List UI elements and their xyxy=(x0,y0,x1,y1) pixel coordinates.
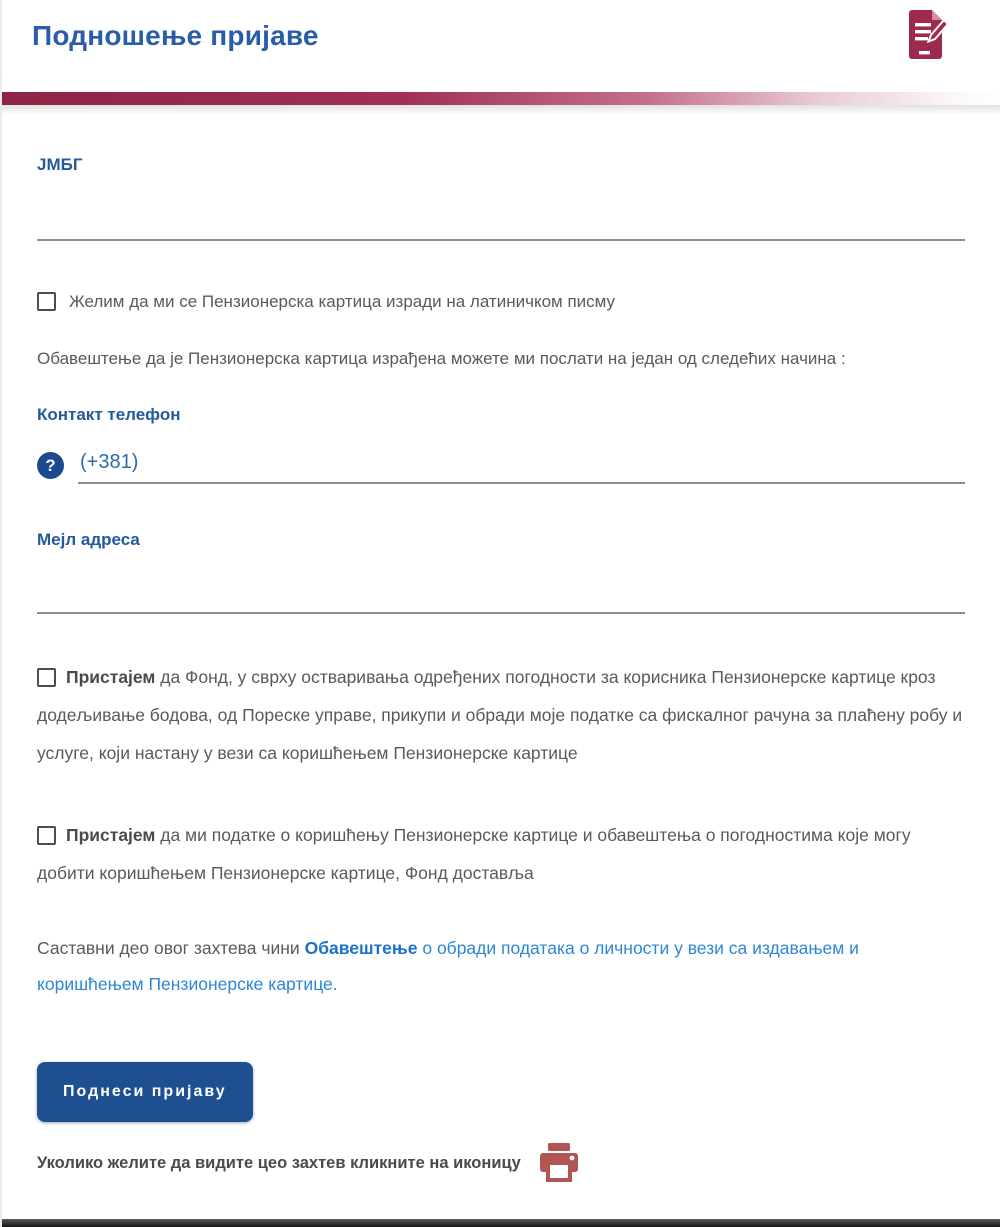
contact-phone-input[interactable] xyxy=(78,451,965,484)
consent-fiscal-checkbox[interactable] xyxy=(37,668,56,687)
consent-usage-row xyxy=(37,816,965,892)
header-divider-bar xyxy=(2,92,1000,105)
consent-usage-checkbox[interactable] xyxy=(37,826,56,845)
print-hint-row xyxy=(37,1142,965,1184)
header-divider-shadow xyxy=(2,105,1000,113)
consent-fiscal-text: да Фонд, у сврху остваривања одређених погодности за корисника Пензионерске картице кроз додељивање бодова, од Пореске управе, прикупи и обради моје податке са фискалног рачуна за плаћену робу и услуге, који настану у вези са коришћењем Пензионерске картице xyxy=(37,667,963,763)
latin-script-checkbox[interactable] xyxy=(37,292,56,311)
jmbg-input[interactable] xyxy=(37,183,965,241)
email-input[interactable] xyxy=(37,556,965,614)
contact-phone-row xyxy=(37,451,965,484)
question-icon[interactable]: ? xyxy=(37,452,64,479)
print-hint-text: Уколико желите да видите цео захтев кликните на иконицу xyxy=(37,1153,521,1172)
legal-suffix: о обради података о личности у вези са издавањем и коришћењем Пензионерске картице. xyxy=(37,938,859,994)
email-label: Мејл адреса xyxy=(37,530,140,549)
legal-prefix: Саставни део овог захтева чини xyxy=(37,938,305,958)
latin-script-option xyxy=(37,289,965,315)
submit-application-button[interactable]: Поднеси пријаву xyxy=(37,1062,253,1122)
form-content xyxy=(2,155,1000,1184)
consent-fiscal-row xyxy=(37,658,965,772)
legal-paragraph xyxy=(37,930,965,1002)
consent-usage-text: да ми податке о коришћењу Пензионерске картице и обавештења о погодностима које могу добити коришћењем Пензионерске картице, Фонд доставља xyxy=(37,825,911,883)
page-header xyxy=(2,0,1000,92)
page-title: Подношење пријаве xyxy=(32,20,319,51)
bottom-bar xyxy=(2,1219,1000,1227)
latin-script-label: Желим да ми се Пензионерска картица изради на латиничком писму xyxy=(69,292,616,311)
notification-info-text: Обавештење да је Пензионерска картица израђена можете ми послати на један од следећих начина : xyxy=(37,349,846,368)
consent-fiscal-bold: Пристајем xyxy=(66,667,156,687)
printer-icon[interactable] xyxy=(537,1142,581,1184)
jmbg-label: ЈМБГ xyxy=(37,155,83,174)
consent-usage-bold: Пристајем xyxy=(66,825,156,845)
document-edit-icon xyxy=(906,8,948,62)
legal-notice-link[interactable]: Обавештење xyxy=(304,938,418,958)
contact-phone-label: Контакт телефон xyxy=(37,405,181,424)
